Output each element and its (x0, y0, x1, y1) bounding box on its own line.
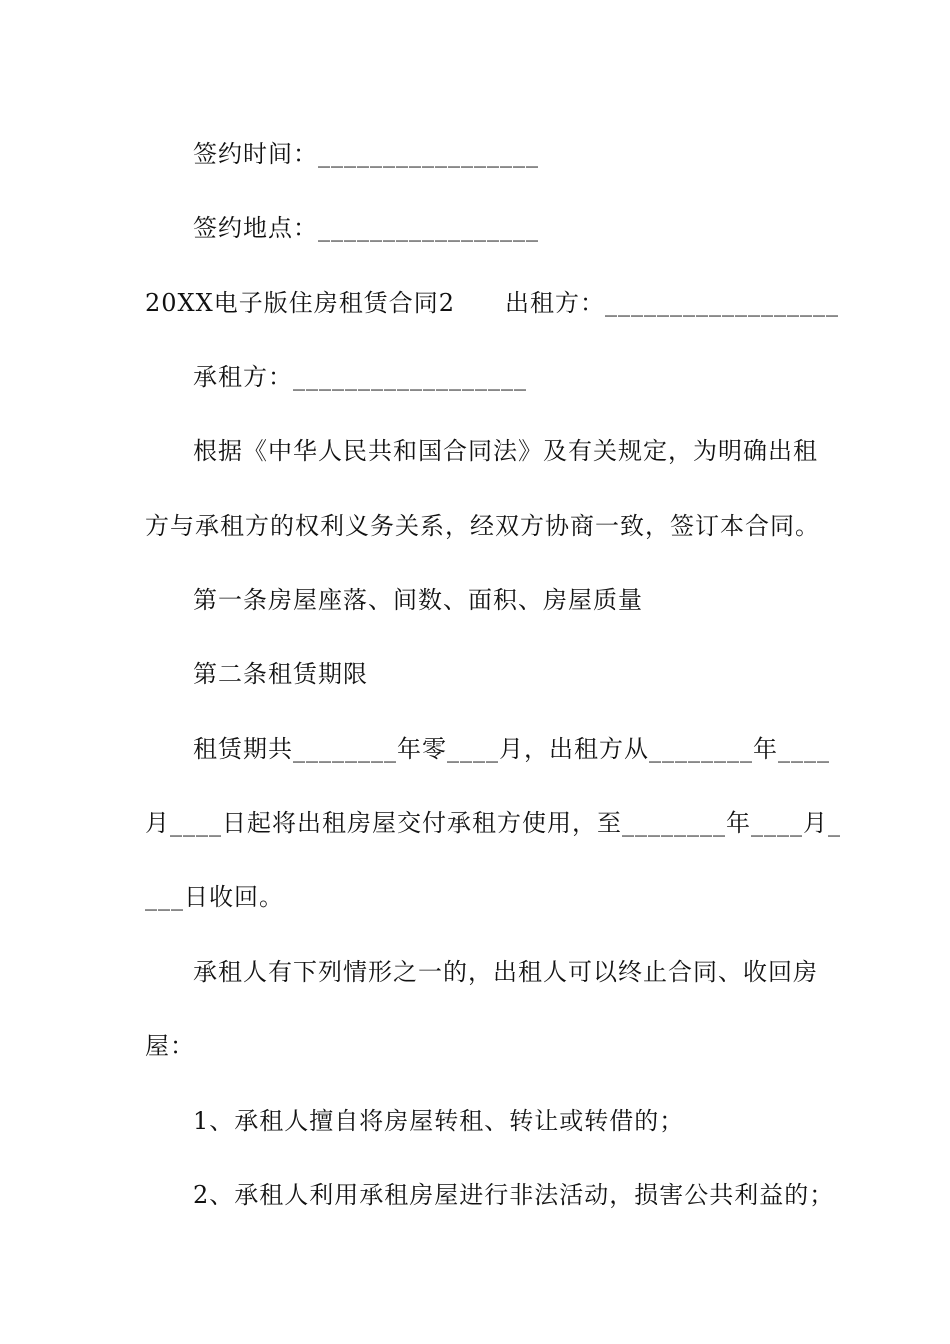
article-1-heading: 第一条房屋座落、间数、面积、房屋质量 (193, 586, 643, 614)
lease-term-line-2: 月____日起将出租房屋交付承租方使用，至________年____月_ (145, 809, 841, 837)
lease-term-line-3: ___日收回。 (145, 883, 284, 911)
termination-paragraph-line-1: 承租人有下列情形之一的，出租人可以终止合同、收回房 (193, 958, 818, 986)
intro-paragraph-line-2: 方与承租方的权利义务关系，经双方协商一致，签订本合同。 (145, 512, 820, 540)
signing-place-line: 签约地点：_________________ (193, 214, 539, 242)
article-2-heading: 第二条租赁期限 (193, 660, 368, 688)
lessee-line: 承租方：__________________ (193, 363, 527, 391)
signing-time-line: 签约时间：_________________ (193, 140, 539, 168)
intro-paragraph-line-1: 根据《中华人民共和国合同法》及有关规定，为明确出租 (193, 437, 818, 465)
title-lessor-line: 20XX电子版住房租赁合同2 出租方：__________________ (145, 289, 839, 317)
termination-item-1: 1、承租人擅自将房屋转租、转让或转借的； (193, 1107, 685, 1135)
termination-item-2: 2、承租人利用承租房屋进行非法活动，损害公共利益的； (193, 1181, 835, 1209)
termination-paragraph-line-2: 屋： (145, 1032, 195, 1060)
lease-term-line-1: 租赁期共________年零____月，出租方从________年____ (193, 735, 830, 763)
